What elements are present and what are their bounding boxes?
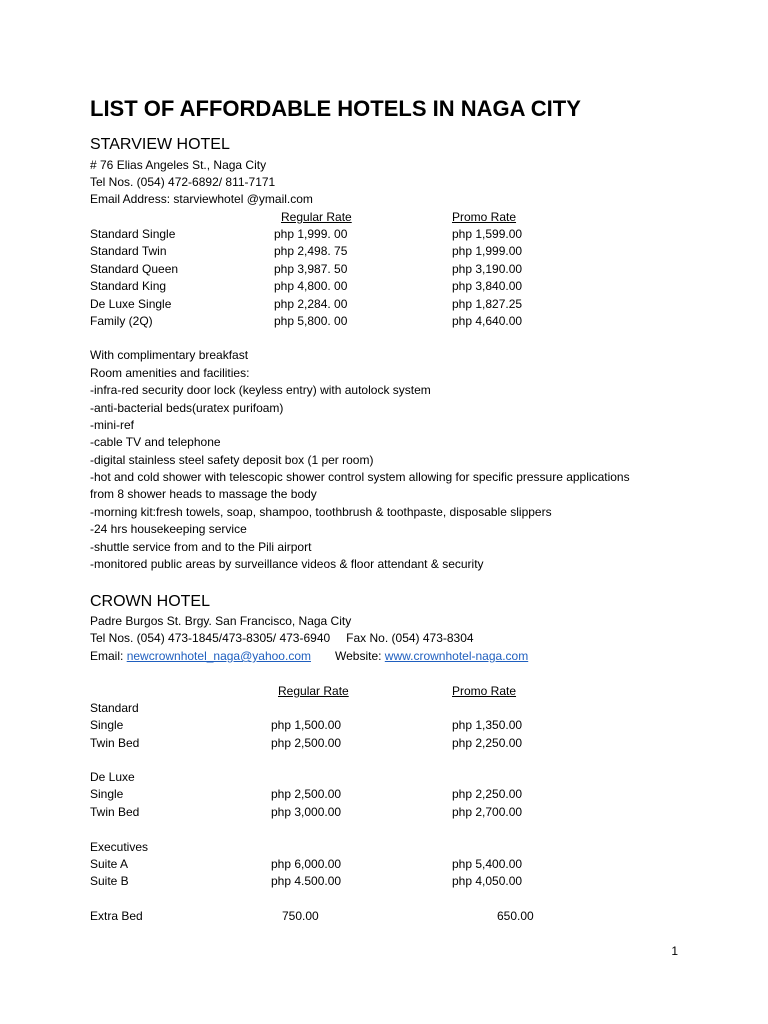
page-title: LIST OF AFFORDABLE HOTELS IN NAGA CITY — [90, 96, 581, 121]
starview-amenity-item: from 8 shower heads to massage the body — [90, 487, 317, 501]
starview-room-promo: php 1,599.00 — [452, 227, 523, 241]
crown-room-promo: php 2,250.00 — [452, 787, 523, 801]
crown-room-regular: php 2,500.00 — [271, 787, 342, 801]
starview-amenity-item: -mini-ref — [90, 418, 134, 432]
starview-hotel-name: STARVIEW HOTEL — [90, 136, 230, 153]
starview-room-type: Standard King — [90, 279, 167, 293]
crown-email-label: Email: — [90, 649, 127, 663]
starview-amenity-item: -digital stainless steel safety deposit box (1 per room) — [90, 453, 374, 467]
starview-room-type: Family (2Q) — [90, 314, 153, 328]
starview-amenity-item: -shuttle service from and to the Pili airport — [90, 540, 312, 554]
crown-room-promo: php 4,050.00 — [452, 874, 523, 888]
starview-amenities-title: Room amenities and facilities: — [90, 366, 250, 380]
crown-header-regular: Regular Rate — [278, 684, 349, 698]
crown-room-type: Suite A — [90, 857, 129, 871]
starview-room-regular: php 1,999. 00 — [274, 227, 348, 241]
crown-contacts — [90, 648, 528, 665]
crown-room-type: Twin Bed — [90, 736, 140, 750]
starview-room-regular: php 5,800. 00 — [274, 314, 348, 328]
starview-room-promo: php 1,999.00 — [452, 244, 523, 258]
crown-tel-fax — [90, 630, 474, 647]
crown-room-promo: php 5,400.00 — [452, 857, 523, 871]
starview-tel: Tel Nos. (054) 472-6892/ 811-7171 — [90, 175, 276, 189]
starview-room-promo: php 3,840.00 — [452, 279, 523, 293]
crown-hotel-name: CROWN HOTEL — [90, 593, 210, 610]
crown-extra-bed-type: Extra Bed — [90, 909, 143, 923]
starview-room-type: Standard Queen — [90, 262, 179, 276]
crown-category-deluxe: De Luxe — [90, 770, 135, 784]
starview-amenity-item: -morning kit:fresh towels, soap, shampoo, toothbrush & toothpaste, disposable slippers — [90, 505, 552, 519]
starview-room-regular: php 2,284. 00 — [274, 297, 348, 311]
starview-breakfast-note: With complimentary breakfast — [90, 348, 249, 362]
starview-room-regular: php 2,498. 75 — [274, 244, 348, 258]
crown-website-link[interactable]: www.crownhotel-naga.com — [384, 649, 529, 663]
crown-category-executives: Executives — [90, 840, 149, 854]
crown-room-regular: php 6,000.00 — [271, 857, 342, 871]
starview-room-type: Standard Twin — [90, 244, 167, 258]
starview-room-type: De Luxe Single — [90, 297, 172, 311]
crown-extra-bed-regular: 750.00 — [282, 909, 319, 923]
starview-amenity-item: -anti-bacterial beds(uratex purifoam) — [90, 401, 284, 415]
crown-room-regular: php 4.500.00 — [271, 874, 342, 888]
crown-room-type: Suite B — [90, 874, 129, 888]
crown-header-promo: Promo Rate — [452, 684, 517, 698]
crown-extra-bed-promo: 650.00 — [497, 909, 534, 923]
starview-address: # 76 Elias Angeles St., Naga City — [90, 158, 267, 172]
crown-tel: Tel Nos. (054) 473-1845/473-8305/ 473-6940 — [90, 631, 331, 645]
starview-amenity-item: -monitored public areas by surveillance videos & floor attendant & security — [90, 557, 484, 571]
starview-header-regular: Regular Rate — [281, 210, 352, 224]
crown-room-promo: php 1,350.00 — [452, 718, 523, 732]
crown-room-regular: php 3,000.00 — [271, 805, 342, 819]
crown-room-type: Single — [90, 787, 124, 801]
starview-amenity-item: -24 hrs housekeeping service — [90, 522, 247, 536]
crown-address: Padre Burgos St. Brgy. San Francisco, Naga City — [90, 614, 352, 628]
starview-amenity-item: -hot and cold shower with telescopic shower control system allowing for specific pressure applications — [90, 470, 630, 484]
starview-amenity-item: -cable TV and telephone — [90, 435, 221, 449]
crown-room-type: Single — [90, 718, 124, 732]
starview-room-regular: php 3,987. 50 — [274, 262, 348, 276]
crown-room-regular: php 2,500.00 — [271, 736, 342, 750]
page-number: 1 — [671, 944, 678, 958]
crown-email-link[interactable]: newcrownhotel_naga@yahoo.com — [126, 649, 311, 663]
starview-email: Email Address: starviewhotel @ymail.com — [90, 192, 313, 206]
starview-room-promo: php 4,640.00 — [452, 314, 523, 328]
starview-room-regular: php 4,800. 00 — [274, 279, 348, 293]
crown-room-type: Twin Bed — [90, 805, 140, 819]
starview-room-promo: php 1,827.25 — [452, 297, 523, 311]
crown-website-label: Website: — [334, 649, 385, 663]
crown-room-regular: php 1,500.00 — [271, 718, 342, 732]
starview-header-promo: Promo Rate — [452, 210, 517, 224]
starview-room-type: Standard Single — [90, 227, 176, 241]
crown-category-standard: Standard — [90, 701, 139, 715]
starview-room-promo: php 3,190.00 — [452, 262, 523, 276]
crown-room-promo: php 2,700.00 — [452, 805, 523, 819]
crown-room-promo: php 2,250.00 — [452, 736, 523, 750]
starview-amenity-item: -infra-red security door lock (keyless entry) with autolock system — [90, 383, 431, 397]
crown-fax: Fax No. (054) 473-8304 — [346, 631, 474, 645]
